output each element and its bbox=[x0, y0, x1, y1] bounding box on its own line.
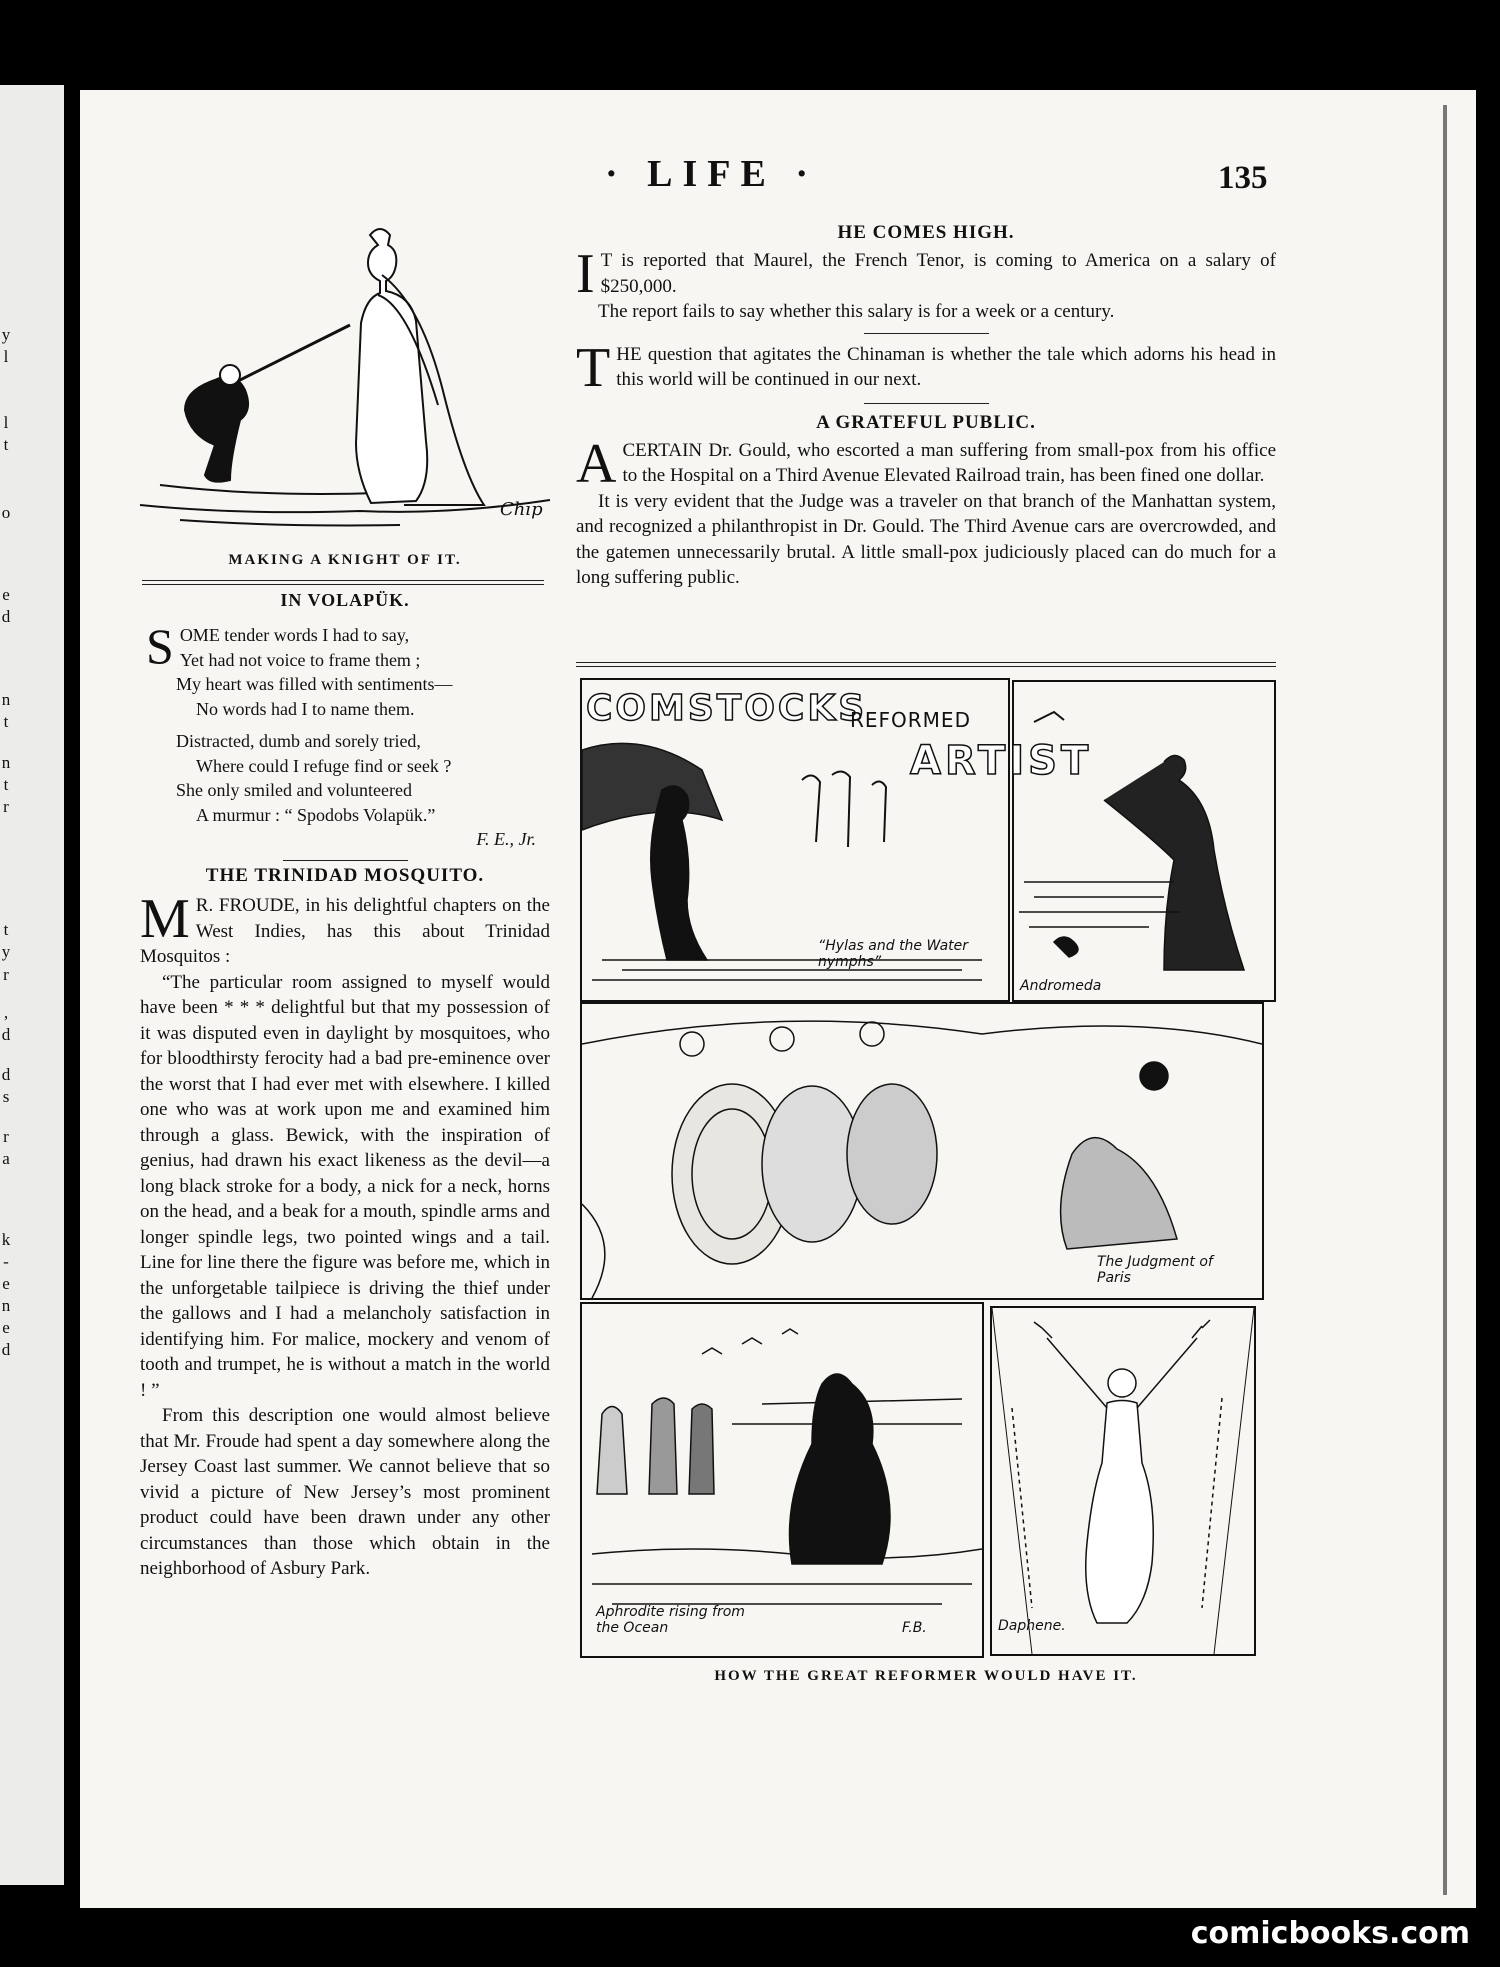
comes-high-article bbox=[576, 222, 1276, 591]
article-dropcap: A bbox=[576, 432, 617, 495]
prev-page-fragment: d bbox=[1, 1340, 11, 1359]
article-paragraph: R. FROUDE, in his delightful chapters on the West Indies, has this about Trinidad Mosquitos : bbox=[140, 895, 550, 967]
article-paragraph: The report fails to say whether this salary is for a week or a century. bbox=[598, 301, 1115, 322]
section-divider bbox=[142, 580, 544, 581]
prev-page-fragment: l bbox=[3, 413, 9, 432]
section-divider bbox=[142, 584, 544, 585]
poem-line: OME tender words I had to say, bbox=[179, 625, 410, 645]
page-edge-shadow bbox=[1443, 105, 1447, 1895]
panel-hylas bbox=[580, 678, 1010, 1002]
prev-page-fragment: d bbox=[1, 1065, 11, 1084]
article-paragraph: It is very evident that the Judge was a traveler on that branch of the Manhattan system, and recognized a philanthropist in Dr. Gould. The Third Avenue cars are overcrowded, and the gatemen unnecessarily brutal. A little small-pox judiciously placed can do much for a long suffering public. bbox=[576, 490, 1276, 588]
section-divider bbox=[864, 403, 989, 404]
prev-page-fragment: d bbox=[1, 1025, 11, 1044]
prev-page-fragment: , bbox=[3, 1003, 9, 1022]
poem-line: A murmur : “ Spodobs Volapük.” bbox=[196, 804, 436, 825]
article-quote: “The particular room assigned to myself would have been * * * delightful but that my possession of it was disputed even in daylight by mosquitoes, who for bloodthirsty ferocity had a bad pre-eminence over the worst that I had ever met with elsewhere. I killed one who was at work upon me and examined him through a glass. Bewick, with the inspiration of genius, had drawn his exact likeness as the devil—a long black stroke for a body, a nick for a neck, horns on the head, and a beak for a mouth, spindle arms and longer spindle legs, two pointed wings and a tail. Line for line there the figure was before me, which in the unforgetable tailpiece is driving the thief under the gallows and I had a melancholy satisfaction in identifying him. For malice, mockery and venom of tooth and trumpet, he is without a match in the world ! ” bbox=[140, 971, 550, 1401]
illustration-title-word: ARTIST bbox=[910, 738, 1093, 784]
article-paragraph: T is reported that Maurel, the French Tenor, is coming to America on a salary of $250,000. bbox=[600, 250, 1276, 297]
prev-page-fragment: r bbox=[3, 1127, 9, 1146]
panel-hylas-label: “Hylas and the Water nymphs” bbox=[818, 938, 969, 970]
masthead: · LIFE · bbox=[605, 153, 819, 195]
page-number: 135 bbox=[1218, 160, 1268, 196]
article-paragraph: HE question that agitates the Chinaman is whether the tale which adorns his head in this world will be continued in our next. bbox=[616, 343, 1276, 390]
prev-page-fragment: y bbox=[1, 942, 11, 961]
panel-aphrodite bbox=[580, 1302, 984, 1658]
watermark: comicbooks.com bbox=[1190, 1916, 1470, 1951]
prev-page-fragment: n bbox=[1, 753, 11, 772]
prev-page-fragment: - bbox=[3, 1252, 9, 1271]
poem-line: She only smiled and volunteered bbox=[176, 780, 412, 800]
panel-daphne-label: Daphene. bbox=[998, 1618, 1066, 1634]
poem-line: Yet had not voice to frame them ; bbox=[179, 649, 421, 670]
article-paragraph: From this description one would almost believe that Mr. Froude had spent a day somewhere along the Jersey Coast last summer. We cannot believe that so vivid a picture of New Jersey’s most prominent product could have been drawn under any other circumstances than those which obtain in the neighborhood of Asbury Park. bbox=[140, 1405, 550, 1579]
mosquito-article bbox=[140, 865, 550, 1582]
article-title: THE TRINIDAD MOSQUITO. bbox=[205, 865, 485, 886]
panel-aphrodite-label: Aphrodite rising from the Ocean bbox=[596, 1604, 745, 1636]
poem-attribution: F. E., Jr. bbox=[476, 829, 536, 849]
panel-judgment-label: The Judgment of Paris bbox=[1097, 1254, 1213, 1286]
article-title: A GRATEFUL PUBLIC. bbox=[816, 411, 1036, 433]
illustration-title-word: REFORMED bbox=[850, 708, 971, 732]
article-paragraph: CERTAIN Dr. Gould, who escorted a man suffering from small-pox from his office to the Hospital on a Third Avenue Elevated Railroad train, has been fined one dollar. bbox=[622, 439, 1276, 486]
prev-page-fragment: t bbox=[3, 712, 9, 731]
prev-page-fragment: t bbox=[3, 920, 9, 939]
prev-page-fragment: r bbox=[3, 797, 9, 816]
article-dropcap: I bbox=[576, 243, 595, 305]
panel-daphne bbox=[990, 1306, 1256, 1656]
section-divider bbox=[576, 666, 1276, 667]
prev-page-fragment: r bbox=[3, 965, 9, 984]
panel-daphne-drawing bbox=[992, 1308, 1254, 1654]
poem-line: No words had I to name them. bbox=[196, 698, 415, 719]
poem-dropcap: S bbox=[146, 618, 174, 674]
panel-judgment bbox=[580, 1002, 1264, 1300]
prev-page-fragment: y bbox=[1, 325, 11, 344]
poem-line: Where could I refuge find or seek ? bbox=[196, 755, 452, 776]
prev-page-fragment: o bbox=[1, 503, 11, 522]
illustration-caption: HOW THE GREAT REFORMER WOULD HAVE IT. bbox=[714, 1668, 1138, 1684]
section-divider bbox=[576, 662, 1276, 663]
poem-title: IN VOLAPÜK. bbox=[280, 590, 410, 610]
prev-page-fragment: l bbox=[3, 347, 9, 366]
cartoon-signature: Chip bbox=[500, 499, 543, 520]
previous-page-edge bbox=[0, 85, 64, 1885]
panel-aphrodite-signature: F.B. bbox=[902, 1620, 927, 1636]
prev-page-fragment: e bbox=[2, 585, 10, 604]
article-title: HE COMES HIGH. bbox=[837, 222, 1015, 243]
volapuk-poem bbox=[140, 590, 550, 869]
article-dropcap: M bbox=[140, 888, 190, 950]
prev-page-fragment: s bbox=[2, 1087, 10, 1106]
section-divider bbox=[864, 333, 989, 334]
prev-page-fragment: e bbox=[2, 1274, 10, 1293]
panel-andromeda-drawing bbox=[1014, 682, 1274, 1000]
section-divider bbox=[283, 860, 408, 861]
prev-page-fragment: n bbox=[1, 1296, 11, 1315]
poem-line: My heart was filled with sentiments— bbox=[176, 674, 453, 694]
illustration-title-word: COMSTOCKS bbox=[586, 688, 868, 729]
cartoon-caption: MAKING A KNIGHT OF IT. bbox=[228, 552, 462, 568]
poem-line: Distracted, dumb and sorely tried, bbox=[176, 731, 421, 751]
article-dropcap: T bbox=[576, 336, 611, 399]
knight-cartoon bbox=[120, 215, 560, 535]
prev-page-fragment: n bbox=[1, 690, 11, 709]
prev-page-fragment: t bbox=[3, 775, 9, 794]
prev-page-fragment: d bbox=[1, 607, 11, 626]
panel-andromeda bbox=[1012, 680, 1276, 1002]
prev-page-fragment: e bbox=[2, 1318, 10, 1337]
prev-page-fragment: k bbox=[1, 1230, 11, 1249]
prev-page-fragment: t bbox=[3, 435, 9, 454]
panel-andromeda-label: Andromeda bbox=[1020, 978, 1102, 994]
prev-page-fragment: a bbox=[2, 1149, 10, 1168]
